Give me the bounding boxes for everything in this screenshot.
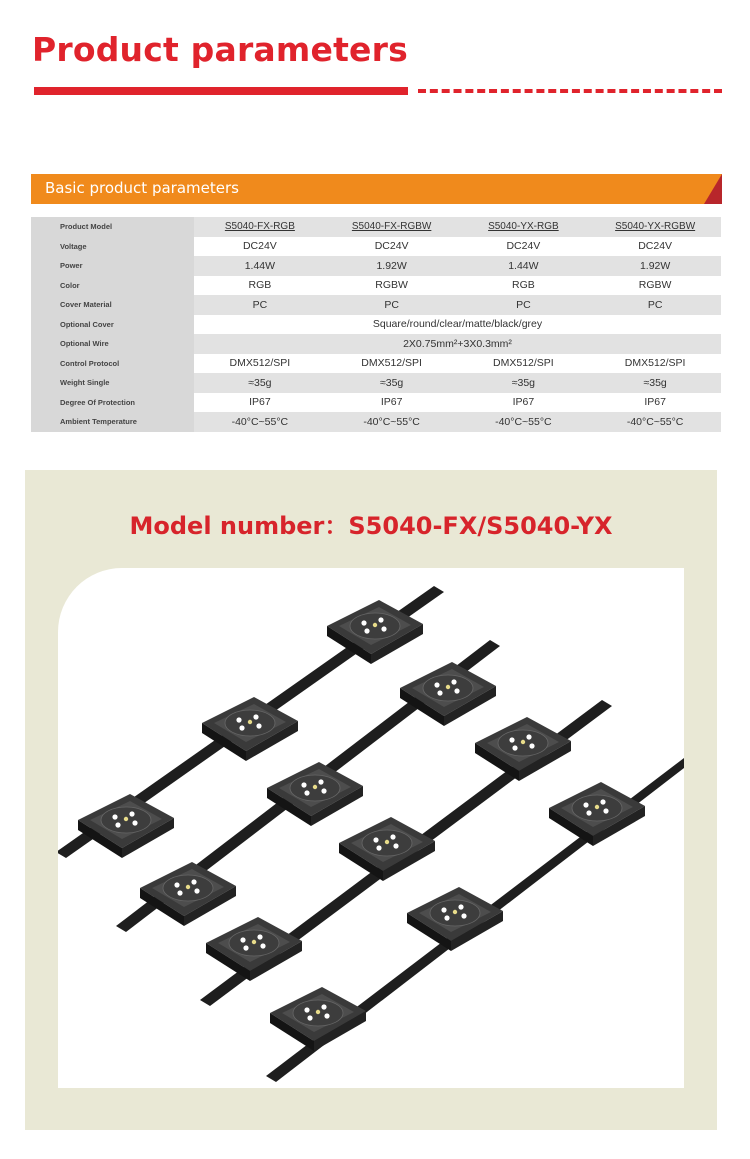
table-cell: ≈35g xyxy=(194,373,326,393)
row-label: Degree Of Protection xyxy=(31,393,194,413)
table-cell: -40°C~55°C xyxy=(326,412,458,432)
table-cell: 1.44W xyxy=(458,256,590,276)
table-cell: PC xyxy=(326,295,458,315)
table-cell: ≈35g xyxy=(458,373,590,393)
table-cell: -40°C~55°C xyxy=(458,412,590,432)
table-cell: S5040-FX-RGBW xyxy=(326,217,458,237)
product-photo xyxy=(58,568,684,1088)
row-label: Color xyxy=(31,276,194,296)
table-cell: IP67 xyxy=(589,393,721,413)
table-cell: IP67 xyxy=(326,393,458,413)
table-cell: DMX512/SPI xyxy=(326,354,458,374)
page-title: Product parameters xyxy=(32,30,408,69)
table-cell: DC24V xyxy=(194,237,326,257)
table-cell: 1.92W xyxy=(589,256,721,276)
table-cell: DC24V xyxy=(326,237,458,257)
table-row xyxy=(31,217,721,237)
section-banner xyxy=(31,174,722,204)
row-label: Optional Wire xyxy=(31,334,194,354)
model-number-title: Model number：S5040-FX/S5040-YX xyxy=(129,512,613,540)
table-cell: PC xyxy=(458,295,590,315)
table-cell: IP67 xyxy=(458,393,590,413)
row-label: Ambient Temperature xyxy=(31,412,194,432)
table-cell: S5040-YX-RGBW xyxy=(589,217,721,237)
table-cell: RGB xyxy=(194,276,326,296)
table-cell: S5040-YX-RGB xyxy=(458,217,590,237)
row-label: Weight Single xyxy=(31,373,194,393)
row-label: Voltage xyxy=(31,237,194,257)
led-module-strings-illustration xyxy=(58,568,684,1088)
row-label: Product Model xyxy=(31,217,194,237)
table-row xyxy=(31,393,721,413)
table-cell: 1.44W xyxy=(194,256,326,276)
table-cell: -40°C~55°C xyxy=(194,412,326,432)
table-cell: IP67 xyxy=(194,393,326,413)
table-row xyxy=(31,237,721,257)
table-cell: RGBW xyxy=(589,276,721,296)
table-cell: RGB xyxy=(458,276,590,296)
table-cell: 1.92W xyxy=(326,256,458,276)
banner-corner-decoration xyxy=(704,174,722,204)
table-cell: PC xyxy=(589,295,721,315)
table-cell: ≈35g xyxy=(326,373,458,393)
table-row xyxy=(31,373,721,393)
parameters-table xyxy=(31,217,721,432)
banner-label: Basic product parameters xyxy=(45,179,239,197)
row-label: Power xyxy=(31,256,194,276)
table-row xyxy=(31,276,721,296)
title-underline xyxy=(34,87,408,95)
table-cell: DC24V xyxy=(589,237,721,257)
row-label: Optional Cover xyxy=(31,315,194,335)
table-cell: -40°C~55°C xyxy=(589,412,721,432)
table-cell: DMX512/SPI xyxy=(589,354,721,374)
table-row xyxy=(31,354,721,374)
table-cell: DC24V xyxy=(458,237,590,257)
table-row xyxy=(31,256,721,276)
table-cell-merged: 2X0.75mm²+3X0.3mm² xyxy=(194,334,721,354)
table-row xyxy=(31,295,721,315)
table-row xyxy=(31,334,721,354)
row-label: Control Protocol xyxy=(31,354,194,374)
table-cell: ≈35g xyxy=(589,373,721,393)
table-row xyxy=(31,412,721,432)
table-row xyxy=(31,315,721,335)
row-label: Cover Material xyxy=(31,295,194,315)
model-panel xyxy=(25,470,717,1130)
table-cell: DMX512/SPI xyxy=(194,354,326,374)
title-dashed-line xyxy=(418,89,722,93)
table-cell-merged: Square/round/clear/matte/black/grey xyxy=(194,315,721,335)
table-cell: RGBW xyxy=(326,276,458,296)
table-cell: PC xyxy=(194,295,326,315)
table-cell: DMX512/SPI xyxy=(458,354,590,374)
table-cell: S5040-FX-RGB xyxy=(194,217,326,237)
